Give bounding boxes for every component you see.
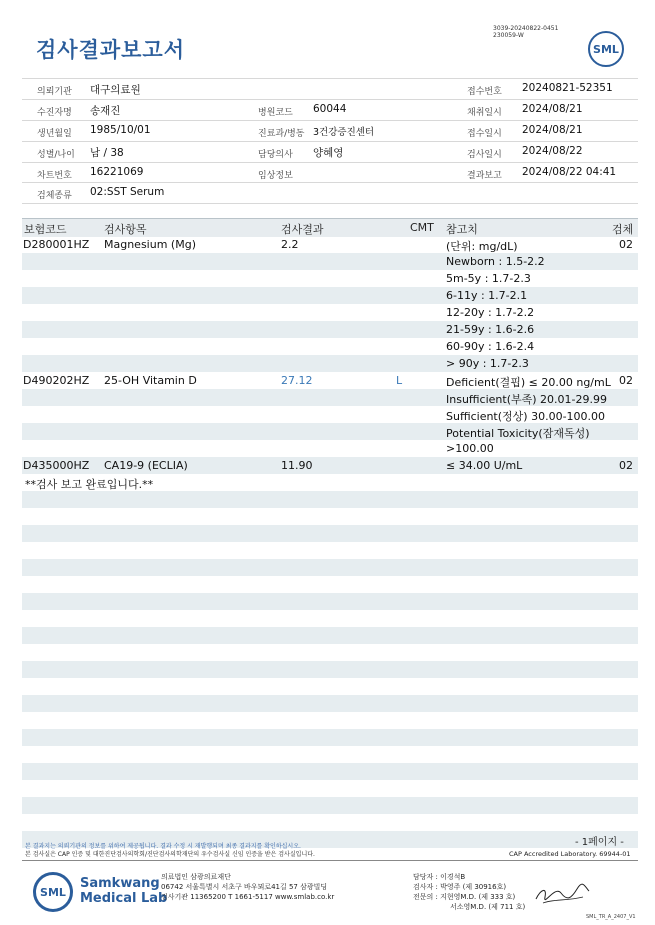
- row-reference: 60-90y : 1.6-2.4: [446, 340, 535, 353]
- dept-value: 3건강증진센터: [313, 127, 375, 138]
- brand-name: [80, 876, 167, 906]
- brand-line2: Medical Lab: [80, 891, 168, 906]
- header-cmt: CMT: [410, 221, 434, 234]
- birth-value: 1985/10/01: [90, 124, 151, 136]
- row-insurance-code: D435000HZ: [23, 459, 90, 472]
- table-stripe: [22, 661, 638, 678]
- row-specimen: 02: [619, 374, 633, 387]
- table-stripe: [22, 593, 638, 610]
- row-test-item: 25-OH Vitamin D: [104, 374, 197, 387]
- staff-info: [413, 872, 525, 912]
- row-reference: Sufficient(정상) 30.00-100.00: [446, 410, 606, 423]
- info-separator: [22, 203, 638, 204]
- row-specimen: 02: [619, 459, 633, 472]
- row-insurance-code: D490202HZ: [23, 374, 90, 387]
- institution-value: 대구의료원: [90, 84, 141, 96]
- document-id: [493, 25, 558, 39]
- collected-value: 2024/08/21: [522, 103, 583, 115]
- sml-logo: SML: [588, 31, 624, 67]
- received-label: 접수일시: [467, 129, 502, 139]
- document-id-line2: 230059-W: [493, 32, 524, 39]
- report-title: 검사결과보고서: [36, 38, 186, 62]
- hospital-code-value: 60044: [313, 103, 347, 115]
- specimen-type-label: 검체종류: [37, 191, 72, 201]
- info-separator: [22, 162, 638, 163]
- table-stripe: [22, 321, 638, 338]
- table-stripe: [22, 729, 638, 746]
- row-test-item: CA19-9 (ECLIA): [104, 459, 188, 472]
- tested-label: 검사일시: [467, 150, 502, 160]
- row-cmt: L: [396, 374, 403, 387]
- row-result: 11.90: [281, 459, 313, 472]
- info-separator: [22, 120, 638, 121]
- completion-note: **검사 보고 완료입니다.**: [25, 478, 154, 491]
- table-stripe: [22, 763, 638, 780]
- birth-label: 생년월일: [37, 129, 72, 139]
- staff-line1: 담당자 : 이경석B: [413, 873, 466, 881]
- table-stripe: [22, 627, 638, 644]
- institution-label: 의뢰기관: [37, 87, 72, 97]
- info-separator: [22, 78, 638, 79]
- reported-value: 2024/08/22 04:41: [522, 166, 617, 178]
- table-stripe: [22, 525, 638, 542]
- hospital-code-label: 병원코드: [258, 108, 293, 118]
- received-value: 2024/08/21: [522, 124, 583, 136]
- row-reference: 5m-5y : 1.7-2.3: [446, 272, 531, 285]
- cap-accredited: CAP Accredited Laboratory. 69944-01: [509, 850, 631, 858]
- row-reference: ≤ 34.00 U/mL: [446, 459, 523, 472]
- page-number: - 1페이지 -: [575, 837, 624, 848]
- sex-age-value: 남 / 38: [90, 147, 124, 159]
- org-line2: 06742 서울특별시 서초구 바우뫼로41길 57 삼광빌딩: [161, 883, 328, 891]
- receipt-no-value: 20240821-52351: [522, 82, 613, 94]
- info-separator: [22, 99, 638, 100]
- footer-divider: [22, 860, 638, 861]
- table-stripe: [22, 355, 638, 372]
- doctor-label: 담당의사: [258, 150, 293, 160]
- table-stripe: [22, 695, 638, 712]
- row-reference: Insufficient(부족) 20.01-29.99: [446, 393, 607, 406]
- row-result: 2.2: [281, 238, 299, 251]
- row-result: 27.12: [281, 374, 313, 387]
- staff-line4: 서소영M.D. (제 711 호): [450, 903, 526, 911]
- dept-label: 진료과/병동: [258, 129, 305, 139]
- reported-label: 결과보고: [467, 171, 502, 181]
- chart-no-value: 16221069: [90, 166, 144, 178]
- organization-info: [161, 872, 334, 902]
- doctor-value: 양혜영: [313, 147, 344, 159]
- info-separator: [22, 182, 638, 183]
- header-specimen: 검체: [612, 223, 634, 236]
- row-reference: Potential Toxicity(잠재독성): [446, 427, 590, 440]
- specimen-type-value: 02:SST Serum: [90, 186, 165, 198]
- info-separator: [22, 141, 638, 142]
- table-stripe: [22, 559, 638, 576]
- header-insurance-code: 보험코드: [24, 223, 67, 236]
- row-specimen: 02: [619, 238, 633, 251]
- tested-value: 2024/08/22: [522, 145, 583, 157]
- brand-line1: Samkwang: [80, 876, 160, 891]
- name-value: 송재진: [90, 105, 121, 117]
- form-code: SML_TR_A_2407_V1: [586, 914, 636, 920]
- signature-image: [533, 879, 593, 909]
- table-stripe: [22, 253, 638, 270]
- chart-no-label: 차트번호: [37, 171, 72, 181]
- table-stripe: [22, 491, 638, 508]
- footer-notice-cap: 본 검사실은 CAP 인증 및 대한진단검사의학회/진단검사의학재단의 우수검사실 신임 인증을 받은 검사실입니다.: [25, 851, 315, 858]
- row-reference: Deficient(결핍) ≤ 20.00 ng/mL: [446, 376, 611, 389]
- row-reference: 6-11y : 1.7-2.1: [446, 289, 528, 302]
- clinical-info-label: 임상정보: [258, 171, 293, 181]
- header-test-item: 검사항목: [104, 223, 147, 236]
- table-stripe: [22, 797, 638, 814]
- row-insurance-code: D280001HZ: [23, 238, 90, 251]
- header-reference: 참고치: [446, 223, 478, 236]
- row-reference: 21-59y : 1.6-2.6: [446, 323, 535, 336]
- row-reference: Newborn : 1.5-2.2: [446, 255, 545, 268]
- row-reference: (단위: mg/dL): [446, 240, 518, 253]
- row-reference: >100.00: [446, 442, 494, 455]
- table-stripe: [22, 287, 638, 304]
- footer-notice-blue: 본 결과지는 의뢰기관의 정보를 위하여 제공됩니다. 결과 수정 시 재발행되며 최종 결과지를 확인하십시오.: [25, 843, 301, 850]
- sex-age-label: 성별/나이: [37, 150, 75, 160]
- staff-line3: 전문의 : 지현영M.D. (제 333 호): [413, 893, 516, 901]
- document-id-line1: 3039-20240822-0451: [493, 25, 559, 32]
- staff-line2: 검사자 : 박영주 (제 30916호): [413, 883, 507, 891]
- header-result: 검사결과: [281, 223, 324, 236]
- row-reference: 12-20y : 1.7-2.2: [446, 306, 535, 319]
- row-test-item: Magnesium (Mg): [104, 238, 196, 251]
- collected-label: 채취일시: [467, 108, 502, 118]
- row-reference: > 90y : 1.7-2.3: [446, 357, 529, 370]
- name-label: 수진자명: [37, 108, 72, 118]
- receipt-no-label: 접수번호: [467, 87, 502, 97]
- footer-sml-logo: SML: [33, 872, 73, 912]
- org-line1: 의료법인 삼광의료재단: [161, 873, 231, 881]
- org-line3: 검사기관 11365200 T 1661-5117 www.smlab.co.kr: [161, 893, 335, 901]
